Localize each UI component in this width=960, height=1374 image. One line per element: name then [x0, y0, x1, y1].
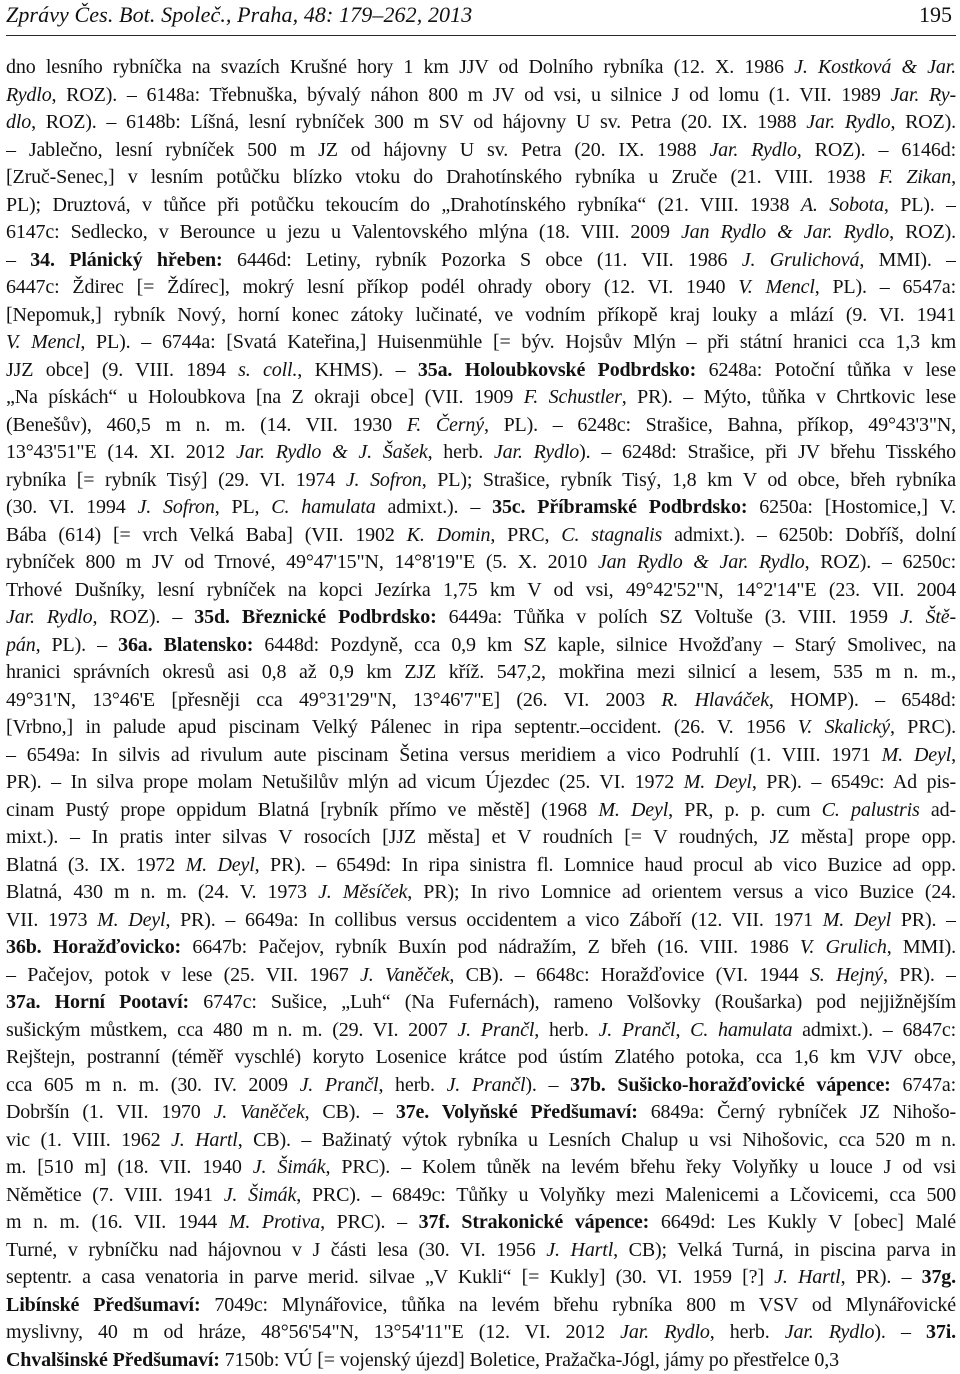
text-line: – 34. Plánický hřeben: 6446d: Letiny, rybník Pozorka S obce (11. VII. 1986 J. Grulichová, MMI). – — [6, 247, 956, 275]
text-line: m n. m. (16. VII. 1944 M. Protiva, PRC). – 37f. Strakonické vápence: 6649d: Les Kukly V [obec] Malé — [6, 1209, 956, 1237]
text-line: „Na pískách“ u Holoubkova [na Z okraji obce] (VII. 1909 F. Schustler, PR). – Mýto, tůňka v Chrtkovic lese — [6, 384, 956, 412]
text-line: cca 605 m n. m. (30. IV. 2009 J. Prančl, herb. J. Prančl). – 37b. Sušicko-horažďovické vápence: 6747a: — [6, 1072, 956, 1100]
text-line: Libínské Předšumaví: 7049c: Mlynářovice, tůňka na levém břehu rybníka 800 m VSV od Mlynářovické — [6, 1292, 956, 1320]
text-line: 36b. Horažďovicko: 6647b: Pačejov, rybník Buxín pod nádražím, Z břeh (16. VIII. 1986 V. Grulich, MMI). — [6, 934, 956, 962]
text-line: – Pačejov, potok v lese (25. VII. 1967 J. Vaněček, CB). – 6648c: Horažďovice (VI. 1944 S. Hejný, PR). – — [6, 962, 956, 990]
text-line: V. Mencl, PL). – 6744a: [Svatá Kateřina,] Huisenmühle [= býv. Hojsův Mlýn – při státní hranici cca 1,3 km — [6, 329, 956, 357]
text-line: PR). – In silva prope molam Netušilův mlýn ad vicum Újezdec (25. VI. 1972 M. Deyl, PR). – 6549c: Ad pis- — [6, 769, 956, 797]
text-line: Blatná, 430 m n. m. (24. V. 1973 J. Měsíček, PR); In rivo Lomnice ad orientem versus a vico Buzice (24. — [6, 879, 956, 907]
text-line: 6147c: Sedlecko, v Berounce u jezu u Valentovského mlýna (18. VIII. 2009 Jan Rydlo & Jar. Rydlo, ROZ). — [6, 219, 956, 247]
text-line: Turné, v rybníčku nad hájovnou v J části lesa (30. VI. 1956 J. Hartl, CB); Velká Turná, in piscina parva in — [6, 1237, 956, 1265]
text-line: – Jablečno, lesní rybníček 500 m JZ od hájovny U sv. Petra (20. IX. 1988 Jar. Rydlo, ROZ). – 6146d: — [6, 137, 956, 165]
text-line: PL); Druztová, v tůňce při potůčku tekoucím do „Drahotínského rybníka“ (21. VIII. 1938 A. Sobota, PL). – — [6, 192, 956, 220]
text-line: dlo, ROZ). – 6148b: Líšná, lesní rybníček 300 m SV od hájovny U sv. Petra (20. IX. 1988 Jar. Rydlo, ROZ). — [6, 109, 956, 137]
text-line: cinam Pustý prope oppidum Blatná [rybník přímo ve městě] (1968 M. Deyl, PR, p. p. cum C. palustris ad- — [6, 797, 956, 825]
text-line: – 6549a: In silvis ad rivulum aute piscinam Šetina versus meridiem a vico Podruhlí (1. VIII. 1971 M. Deyl, — [6, 742, 956, 770]
text-line: Chvalšinské Předšumaví: 7150b: VÚ [= vojenský újezd] Boletice, Pražačka-Jógl, jámy po přestřelce 0,3 — [6, 1347, 956, 1374]
text-line: Rejštejn, postranní (téměř vyschlé) koryto Losenice krátce pod ústím Zlatého potoka, cca 1,6 km VJV obce, — [6, 1044, 956, 1072]
text-line: (30. VI. 1994 J. Sofron, PL, C. hamulata admixt.). – 35c. Příbramské Podbrdsko: 6250a: [Hostomice,] V. — [6, 494, 956, 522]
text-line: mixt.). – In pratis inter silvas V rosocích [JJZ města] et V roudních [= V roudných, JZ města] prope opp. — [6, 824, 956, 852]
text-line: myslivny, 40 m od hráze, 48°56'54"N, 13°54'11"E (12. VI. 2012 Jar. Rydlo, herb. Jar. Rydlo). – 37i. — [6, 1319, 956, 1347]
text-line: Němětice (7. VIII. 1941 J. Šimák, PRC). – 6849c: Tůňky u Volyňky mezi Malenicemi a Lčovicemi, cca 500 — [6, 1182, 956, 1210]
text-line: septentr. a casa venatoria in parve merid. silvae „V Kukli“ [= Kukly] (30. VI. 1959 [?] J. Hartl, PR). – 37g. — [6, 1264, 956, 1292]
journal-citation: Zprávy Čes. Bot. Společ., Praha, 48: 179–262, 2013 — [6, 1, 472, 29]
text-line: Dobršín (1. VII. 1970 J. Vaněček, CB). – 37e. Volyňské Předšumaví: 6849a: Černý rybníček JZ Nihošo- — [6, 1099, 956, 1127]
text-line: vic (1. VIII. 1962 J. Hartl, CB). – Bažinatý výtok rybníka u Lesních Chalup u vsi Nihošovic, cca 520 m n. — [6, 1127, 956, 1155]
text-line: rybníček 800 m JV od Trnové, 49°47'15"N, 14°8'19"E (5. X. 2010 Jan Rydlo & Jar. Rydlo, ROZ). – 6250c: — [6, 549, 956, 577]
text-line: rybníka [= rybník Tisý] (29. VI. 1974 J. Sofron, PL); Strašice, rybník Tisý, 1,8 km V od obce, břeh rybníka — [6, 467, 956, 495]
text-line: 49°31'N, 13°46'E [přesněji cca 49°31'29"N, 13°46'7"E] (26. VI. 2003 R. Hlaváček, HOMP). – 6548d: — [6, 687, 956, 715]
text-line: Blatná (3. IX. 1972 M. Deyl, PR). – 6549d: In ripa sinistra fl. Lomnice haud procul ab vico Buzice ad opp. — [6, 852, 956, 880]
text-line: JJZ obce] (9. VIII. 1894 s. coll., KHMS). – 35a. Holoubkovské Podbrdsko: 6248a: Potoční tůňka v lese — [6, 357, 956, 385]
text-line: pán, PL). – 36a. Blatensko: 6448d: Pozdyně, cca 0,9 km SZ kaple, silnice Hvožďany – Starý Smolivec, na — [6, 632, 956, 660]
text-line: Trhové Dušníky, lesní rybníček na kopci Jezírka 1,75 km V od vsi, 49°42'52"N, 14°2'14"E (23. VII. 2004 — [6, 577, 956, 605]
text-line: VII. 1973 M. Deyl, PR). – 6649a: In collibus versus occidentem a vico Záboří (12. VII. 1971 M. Deyl PR). – — [6, 907, 956, 935]
text-line: [Zruč-Senec,] v lesním potůčku blízko vtoku do Drahotínského rybníka u Zruče (21. VIII. 1938 F. Zikan, — [6, 164, 956, 192]
text-line: (Benešův), 460,5 m n. m. (14. VII. 1930 F. Černý, PL). – 6248c: Strašice, Bahna, příkop, 49°43'3"N, — [6, 412, 956, 440]
text-line: 6447c: Ždirec [= Ždírec], mokrý lesní příkop podél ohrady obory (12. VI. 1940 V. Mencl, PL). – 6547a: — [6, 274, 956, 302]
text-line: m. [510 m] (18. VII. 1940 J. Šimák, PRC). – Kolem tůněk na levém břehu řeky Volyňky u louce J od vsi — [6, 1154, 956, 1182]
running-header — [6, 0, 956, 36]
text-line: hranici správních okresů asi 0,8 až 0,9 km ZJZ kříž. 547,2, mokřina mezi silnicí a lesem, 535 m n. m., — [6, 659, 956, 687]
text-line: Rydlo, ROZ). – 6148a: Třebnuška, bývalý náhon 800 m JV od vsi, u silnice J od lomu (1. VII. 1989 Jar. Ry- — [6, 82, 956, 110]
body-text — [6, 54, 956, 1374]
text-line: dno lesního rybníčka na svazích Krušné hory 1 km JJV od Dolního rybníka (12. X. 1986 J. Kostková & Jar. — [6, 54, 956, 82]
text-line: 13°43'51"E (14. XI. 2012 Jar. Rydlo & J. Šašek, herb. Jar. Rydlo). – 6248d: Strašice, při JV břehu Tisského — [6, 439, 956, 467]
page-number: 195 — [919, 1, 956, 29]
text-line: 37a. Horní Pootaví: 6747c: Sušice, „Luh“ (Na Fufernách), rameno Volšovky (Roušarka) pod nejjižnějším — [6, 989, 956, 1017]
text-line: Bába (614) [= vrch Velká Baba] (VII. 1902 K. Domin, PRC, C. stagnalis admixt.). – 6250b: Dobříš, dolní — [6, 522, 956, 550]
text-line: Jar. Rydlo, ROZ). – 35d. Březnické Podbrdsko: 6449a: Tůňka v polích SZ Voltuše (3. VIII. 1959 J. Ště- — [6, 604, 956, 632]
text-line: [Nepomuk,] rybník Nový, horní konec zátoky lučinaté, ve vodním příkopě kraj louky a mlází (9. VI. 1941 — [6, 302, 956, 330]
text-line: sušickým můstkem, cca 480 m n. m. (29. VI. 2007 J. Prančl, herb. J. Prančl, C. hamulata admixt.). – 6847c: — [6, 1017, 956, 1045]
text-line: [Vrbno,] in palude apud piscinam Velký Pálenec in ripa septentr.–occident. (26. V. 1956 V. Skalický, PRC). — [6, 714, 956, 742]
